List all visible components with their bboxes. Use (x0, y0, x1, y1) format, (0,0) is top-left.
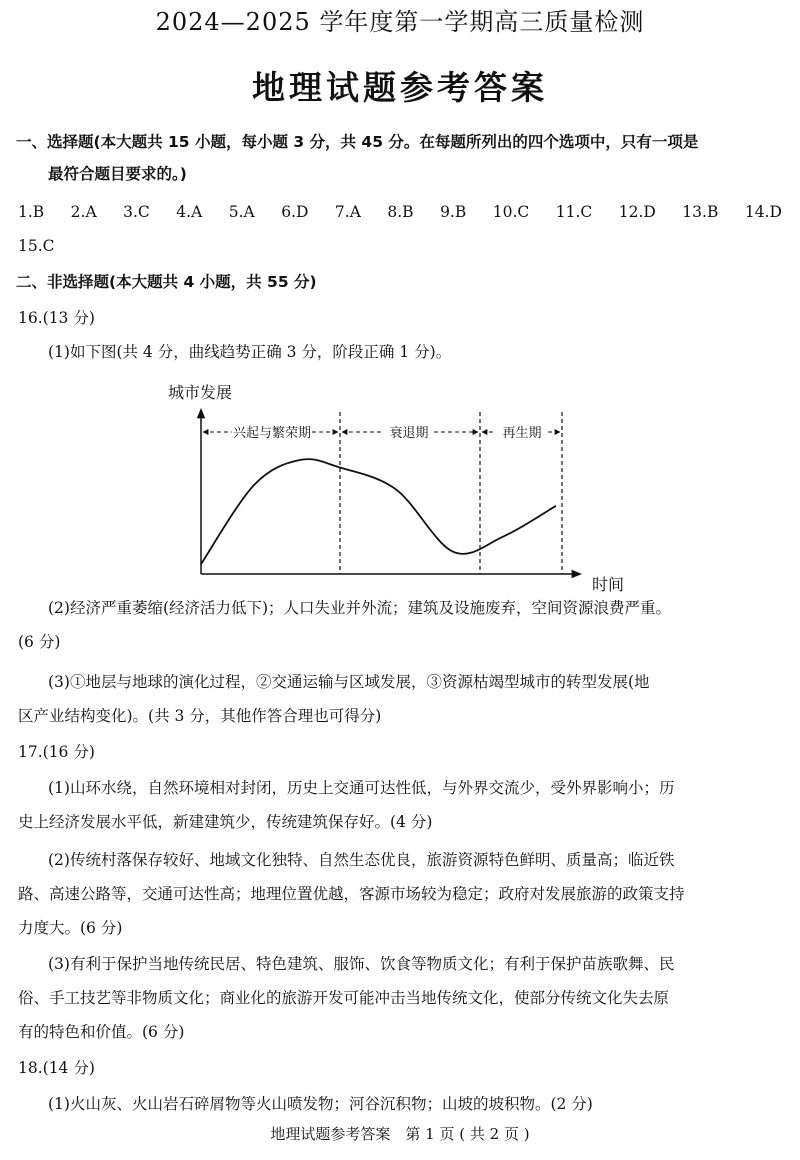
answer-9: 9.B (440, 203, 467, 221)
section1-heading-cont: 最符合题目要求的。) (48, 165, 187, 183)
section1-heading: 一、选择题(本大题共 15 小题，每小题 3 分，共 45 分。在每题所列出的四个选项中，只有一项是 (16, 133, 699, 151)
answer-1: 1.B (18, 203, 45, 221)
section2-heading: 二、非选择题(本大题共 4 小题，共 55 分) (16, 273, 317, 291)
answer-15: 15.C (18, 237, 55, 255)
q17-part2: (2)传统村落保存较好、地域文化独特、自然生态优良，旅游资源特色鲜明、质量高；临近铁 (48, 851, 675, 869)
x-axis-label: 时间 (592, 575, 625, 594)
choice-answers (18, 202, 782, 222)
q16-header: 16.(13 分) (18, 309, 95, 327)
city-development-chart (160, 376, 650, 596)
q17-part3-cont2: 有的特色和价值。(6 分) (18, 1023, 185, 1041)
q17-part1: (1)山环水绕，自然环境相对封闭，历史上交通可达性低，与外界交流少，受外界影响小；历 (48, 779, 675, 797)
q16-part3-cont: 区产业结构变化)。(共 3 分，其他作答合理也可得分) (18, 707, 382, 725)
answer-4: 4.A (176, 203, 203, 221)
answer-7: 7.A (334, 203, 361, 221)
q17-header: 17.(16 分) (18, 743, 95, 761)
answer-13: 13.B (682, 203, 719, 221)
q16-part1: (1)如下图(共 4 分，曲线趋势正确 3 分，阶段正确 1 分)。 (48, 343, 452, 361)
stage-label-decline: 衰退期 (389, 426, 429, 441)
q17-part2-cont1: 路、高速公路等，交通可达性高；地理位置优越，客源市场较为稳定；政府对发展旅游的政策支持 (18, 885, 685, 903)
stage-label-regeneration: 再生期 (502, 426, 542, 441)
q16-part2-cont: (6 分) (18, 633, 61, 651)
q17-part3-cont1: 俗、手工技艺等非物质文化；商业化的旅游开发可能冲击当地传统文化，使部分传统文化失去原 (18, 989, 670, 1007)
answer-2: 2.A (70, 203, 97, 221)
answer-5: 5.A (228, 203, 255, 221)
exam-title: 2024—2025 学年度第一学期高三质量检测 (155, 8, 645, 36)
answer-14: 14.D (744, 203, 782, 221)
y-axis-label: 城市发展 (168, 383, 233, 402)
stage-label-rise: 兴起与繁荣期 (232, 426, 312, 441)
q17-part1-cont: 史上经济发展水平低，新建建筑少，传统建筑保存好。(4 分) (18, 813, 433, 831)
q18-part1: (1)火山灰、火山岩石碎屑物等火山喷发物；河谷沉积物；山坡的坡积物。(2 分) (48, 1095, 593, 1113)
q18-header: 18.(14 分) (18, 1059, 95, 1077)
q16-part2: (2)经济严重萎缩(经济活力低下)；人口失业并外流；建筑及设施废弃，空间资源浪费严重。 (48, 599, 672, 617)
answer-6: 6.D (281, 203, 309, 221)
answer-11: 11.C (555, 203, 593, 221)
answer-8: 8.B (387, 203, 414, 221)
q16-part3: (3)①地层与地球的演化过程，②交通运输与区域发展，③资源枯竭型城市的转型发展(地 (48, 673, 650, 691)
series-line-city-development (201, 459, 556, 564)
answer-12: 12.D (618, 203, 656, 221)
q17-part2-cont2: 力度大。(6 分) (18, 919, 123, 937)
page-footer: 地理试题参考答案 第 1 页 ( 共 2 页 ) (270, 1125, 530, 1143)
answer-3: 3.C (123, 203, 150, 221)
document-title: 地理试题参考答案 (252, 68, 548, 107)
answer-10: 10.C (492, 203, 530, 221)
q17-part3: (3)有利于保护当地传统民居、特色建筑、服饰、饮食等物质文化；有利于保护苗族歌舞、民 (48, 955, 675, 973)
